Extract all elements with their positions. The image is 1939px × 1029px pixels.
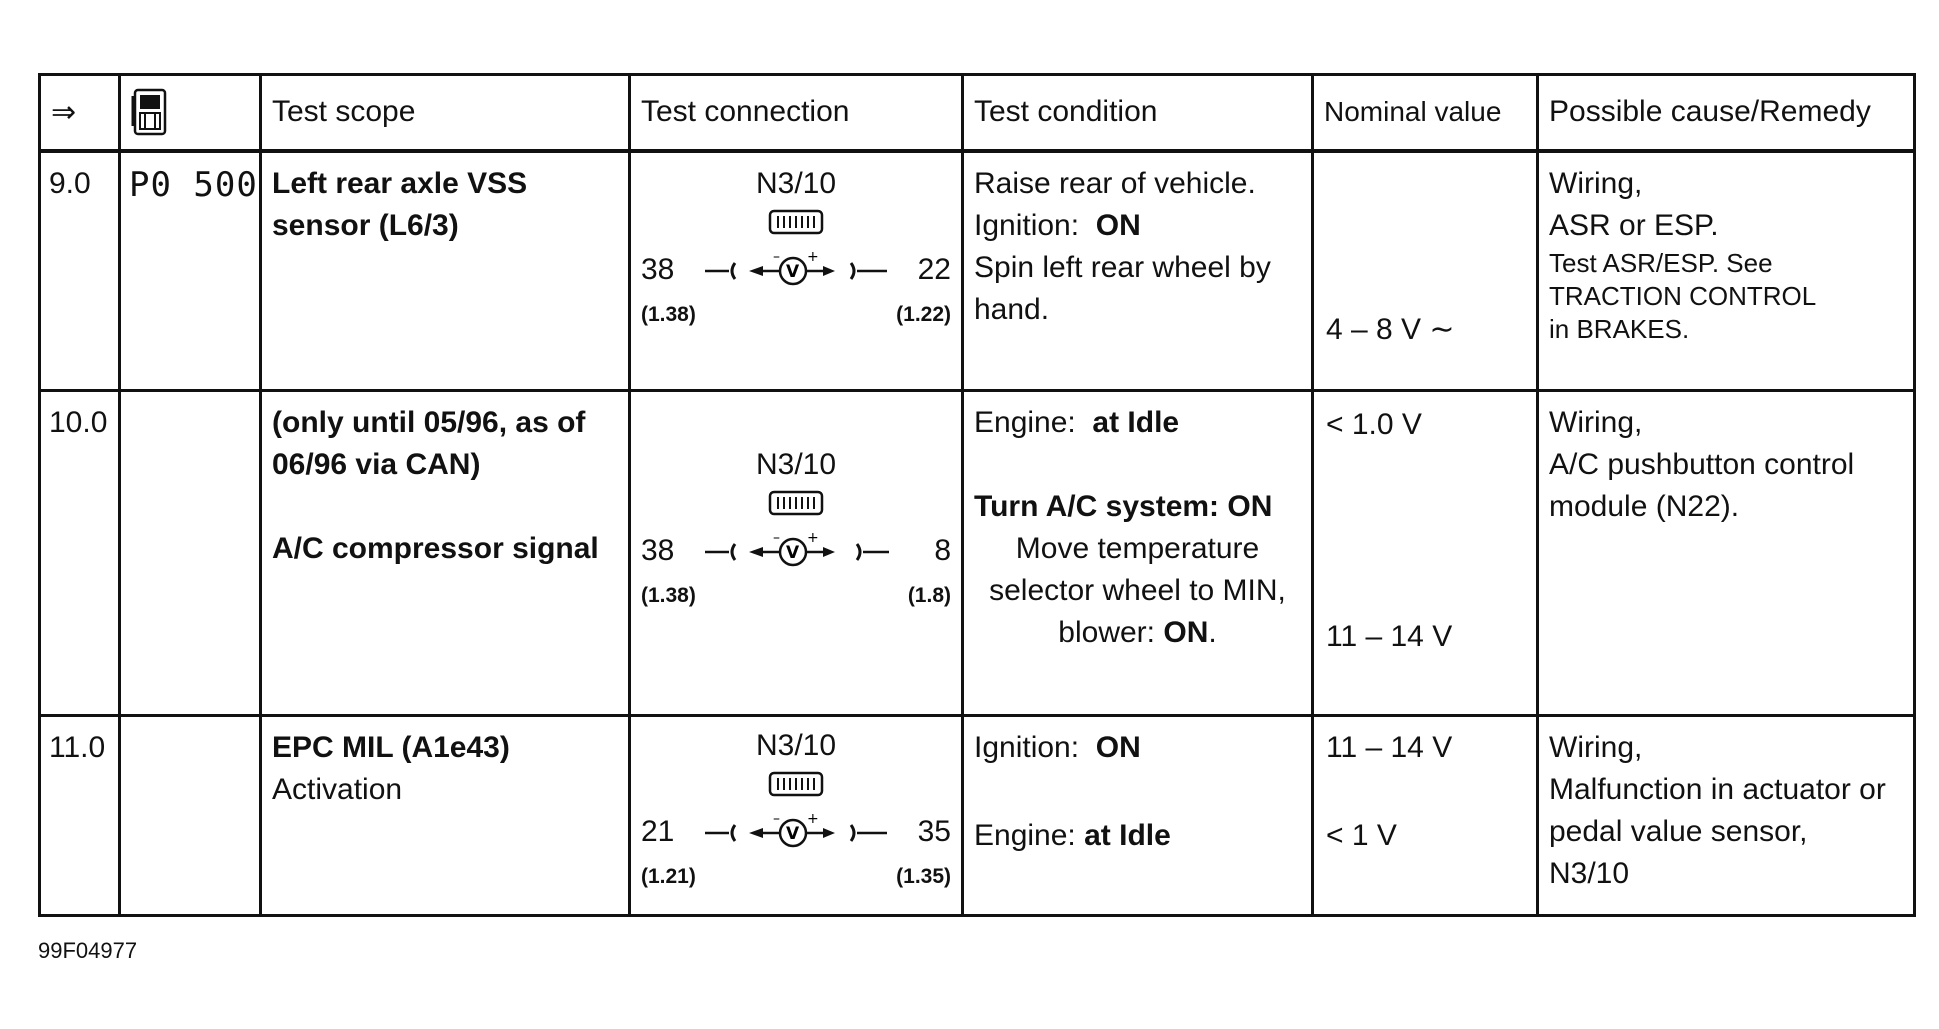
- svg-text:–: –: [773, 248, 780, 265]
- header-nominal-value: Nominal value: [1313, 75, 1538, 151]
- connector-icon: [766, 771, 826, 799]
- pin-right-sub: (1.8): [907, 584, 951, 607]
- header-test-condition: Test condition: [963, 75, 1313, 151]
- fault-code: [120, 716, 261, 916]
- nominal-value-cell: 11 – 14 V < 1 V: [1313, 716, 1538, 916]
- voltmeter-icon: [701, 526, 891, 578]
- svg-text:V: V: [786, 824, 800, 844]
- connector-label: N3/10: [755, 448, 837, 481]
- test-condition-cell: Ignition: ON Engine: at Idle: [963, 716, 1313, 916]
- pin-left-sub: (1.38): [641, 584, 696, 607]
- svg-text:V: V: [786, 543, 800, 563]
- test-scope-cell: [261, 151, 630, 391]
- possible-cause-cell: Wiring, Malfunction in actuator or pedal value sensor, N3/10: [1538, 716, 1915, 916]
- step-number: 9.0: [40, 151, 120, 391]
- table-header-row: [40, 75, 1915, 151]
- table-row: [40, 151, 1915, 391]
- header-test-connection: Test connection: [630, 75, 963, 151]
- test-scope-cell: (only until 05/96, as of 06/96 via CAN) A/C compressor signal: [261, 391, 630, 716]
- pin-right-sub: (1.22): [896, 302, 951, 326]
- test-condition-cell: Raise rear of vehicle. Ignition: ON Spin left rear wheel by hand.: [963, 151, 1313, 391]
- test-condition-cell: Engine: at Idle Turn A/C system: ON Move temperature selector wheel to MIN, blower: ON.: [963, 391, 1313, 716]
- fault-code: [120, 391, 261, 716]
- test-connection-cell: [630, 391, 963, 716]
- pin-right-sub: (1.35): [896, 865, 951, 888]
- svg-text:+: +: [807, 811, 819, 827]
- possible-cause-cell: Wiring, ASR or ESP. Test ASR/ESP. See TRACTION CONTROL in BRAKES.: [1538, 151, 1915, 391]
- table-row: [40, 391, 1915, 716]
- pin-left: 38: [641, 252, 675, 286]
- svg-text:–: –: [773, 811, 780, 827]
- test-scope-cell: EPC MIL (A1e43) Activation: [261, 716, 630, 916]
- scope-line: Left rear axle VSS: [272, 166, 528, 200]
- svg-text:+: +: [807, 248, 819, 265]
- step-number: 10.0: [40, 391, 120, 716]
- step-number: 11.0: [40, 716, 120, 916]
- header-arrow: ⇒: [40, 75, 120, 151]
- test-connection-cell: [630, 716, 963, 916]
- pin-left-sub: (1.21): [641, 865, 696, 888]
- pin-left: 38: [641, 534, 675, 567]
- svg-text:V: V: [786, 261, 800, 282]
- pin-left: 21: [641, 815, 675, 848]
- header-tester: [120, 75, 261, 151]
- voltmeter-icon: [701, 245, 891, 297]
- connector-label: N3/10: [755, 729, 837, 762]
- pin-right: 22: [917, 252, 951, 286]
- diagnostic-test-table: [38, 73, 1916, 917]
- test-connection-cell: [630, 151, 963, 391]
- fault-code: P0 500: [120, 151, 261, 391]
- tester-icon: [131, 86, 171, 138]
- connector-label: N3/10: [755, 166, 837, 200]
- nominal-value-cell: 4 – 8 V ∼: [1313, 151, 1538, 391]
- scope-line: sensor (L6/3): [272, 208, 459, 242]
- svg-text:+: +: [807, 530, 819, 546]
- connector-icon: [766, 209, 826, 237]
- table-row: [40, 716, 1915, 916]
- pin-right: 8: [934, 534, 951, 567]
- possible-cause-cell: Wiring, A/C pushbutton control module (N22).: [1538, 391, 1915, 716]
- nominal-value-cell: < 1.0 V 11 – 14 V: [1313, 391, 1538, 716]
- connector-icon: [766, 490, 826, 518]
- svg-text:–: –: [773, 530, 780, 546]
- header-possible-cause: Possible cause/Remedy: [1538, 75, 1915, 151]
- figure-id: 99F04977: [38, 938, 138, 963]
- pin-right: 35: [917, 815, 951, 848]
- pin-left-sub: (1.38): [641, 302, 696, 326]
- voltmeter-icon: [701, 807, 891, 859]
- header-test-scope: Test scope: [261, 75, 630, 151]
